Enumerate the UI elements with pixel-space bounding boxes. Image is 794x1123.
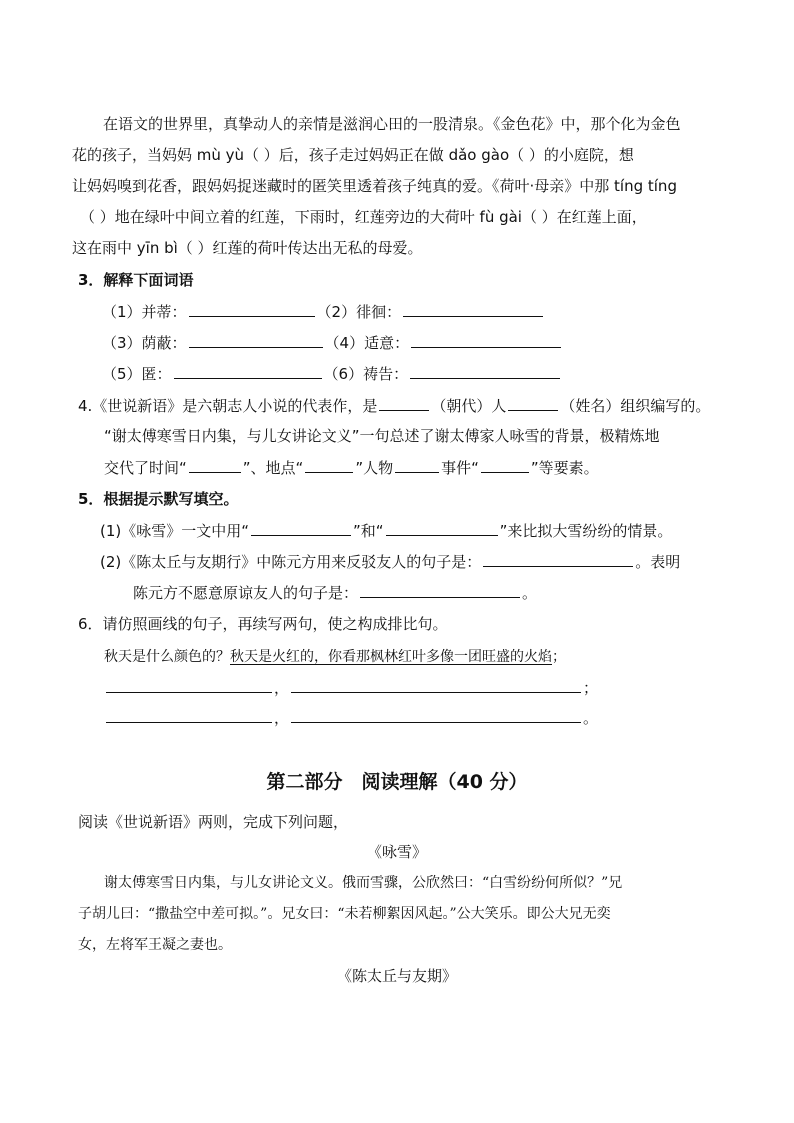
q3-row-1 [102,301,545,322]
q4-text-c5: ”等要素。 [530,459,599,477]
q3-item-2-label: （2）徘徊： [316,303,402,321]
q6-sep-1: ， [274,679,290,697]
q3-answer-4[interactable] [411,332,561,348]
q3-row-3 [102,363,562,384]
q4-blank-event[interactable] [481,457,529,473]
intro-line-2: 花的孩子，当妈妈 mù yù（ ）后，孩子走过妈妈正在做 dǎo gào（ ）的小庭院，想 [72,146,634,164]
q5-text-a1: (1)《咏雪》一文中用“ [100,522,250,540]
q5-line-1 [100,520,672,541]
q5-text-b2: 。表明 [635,553,681,571]
q3-answer-2[interactable] [403,301,543,317]
q4-blank-name[interactable] [508,395,558,411]
q3-answer-5[interactable] [174,363,322,379]
q3-item-5-label: （5）匿： [102,365,172,383]
q3-title: 3．解释下面词语 [78,271,194,289]
q3-answer-1[interactable] [189,301,315,317]
intro-line-5: 这在雨中 yīn bì（ ）红莲的荷叶传达出无私的母爱。 [72,239,423,257]
q3-item-6-label: （6）祷告： [323,365,409,383]
q4-text-c1: 交代了时间“ [104,459,187,477]
q5-line-2 [100,551,680,572]
intro-line-1: 在语文的世界里，真挚动人的亲情是滋润心田的一股清泉。《金色花》中，那个化为金色 [103,115,681,133]
q6-blank-2a[interactable] [106,707,272,723]
q4-text-a2: （朝代）人 [431,397,507,415]
q3-row-2 [102,332,563,353]
q5-text-b1: (2)《陈太丘与友期行》中陈元方用来反驳友人的句子是： [100,553,482,571]
q6-example-underlined-1: 秋天是火红的， [230,649,328,665]
q5-text-c1: 陈元方不愿意原谅友人的句子是： [133,584,359,602]
q5-blank-4[interactable] [360,582,520,598]
q6-answer-row-2 [104,707,598,728]
q5-text-a2: ”和“ [353,522,384,540]
q6-example-underlined-2: 你看那枫林红叶多像一团旺盛的火焰 [328,649,552,665]
q4-text-c3: ”人物 [355,459,394,477]
q6-example-end: ； [552,649,566,665]
intro-line-4: （ ）地在绿叶中间立着的红莲，下雨时，红莲旁边的大荷叶 fù gài（ ）在红莲上面， [80,208,647,226]
q3-item-4-label: （4）适意： [324,334,410,352]
q5-blank-1[interactable] [251,520,351,536]
q6-blank-1a[interactable] [106,677,272,693]
q3-answer-3[interactable] [189,332,323,348]
q6-end-1: ； [583,679,599,697]
poem-title-chentaiqiu: 《陈太丘与友期》 [336,967,457,985]
passage-line-1: 谢太傅寒雪日内集，与儿女讲论文义。俄而雪骤，公欣然曰：“白雪纷纷何所似？”兄 [104,875,623,891]
q4-line-1 [78,395,710,416]
q6-end-2: 。 [583,709,599,727]
q5-line-3 [133,582,537,603]
q4-line-3 [104,457,599,478]
q6-blank-2b[interactable] [291,707,581,723]
q4-text-c4: 事件“ [441,459,479,477]
q5-blank-3[interactable] [483,551,633,567]
q4-blank-time[interactable] [189,457,241,473]
q4-text-a3: （姓名）组织编写的。 [560,397,711,415]
q4-text-a1: 4.《世说新语》是六朝志人小说的代表作，是 [78,397,378,415]
q4-blank-dynasty[interactable] [379,395,429,411]
q6-blank-1b[interactable] [291,677,581,693]
part2-heading: 第二部分 阅读理解（40 分） [266,771,528,793]
q5-blank-2[interactable] [386,520,498,536]
q3-item-3-label: （3）荫蔽： [102,334,187,352]
part2-instruction: 阅读《世说新语》两则，完成下列问题， [78,813,349,831]
q6-title: 6．请仿照画线的句子，再续写两句，使之构成排比句。 [78,615,448,633]
q6-example-part-1: 秋天是什么颜色的？ [104,649,230,665]
q6-sep-2: ， [274,709,290,727]
q6-answer-row-1 [104,677,598,698]
q5-title: 5．根据提示默写填空。 [78,490,239,508]
q5-text-c2: 。 [522,584,538,602]
q4-blank-people[interactable] [395,457,439,473]
passage-line-2: 子胡儿曰：“撒盐空中差可拟。”。兄女曰：“未若柳絮因风起。”公大笑乐。即公大兄无奕 [78,906,611,922]
passage-line-3: 女，左将军王凝之妻也。 [78,937,232,953]
q4-text-c2: ”、地点“ [242,459,304,477]
poem-title-yongxue: 《咏雪》 [366,843,427,861]
q4-line-2: “谢太傅寒雪日内集，与儿女讲论文义”一句总述了谢太傅家人咏雪的背景，极精炼地 [104,427,660,445]
q3-item-1-label: （1）并蒂： [102,303,187,321]
q6-example-sentence [104,647,566,667]
intro-line-3: 让妈妈嗅到花香，跟妈妈捉迷藏时的匿笑里透着孩子纯真的爱。《荷叶·母亲》中那 tíng tíng [72,177,677,195]
q4-blank-place[interactable] [305,457,353,473]
q3-answer-6[interactable] [410,363,560,379]
q5-text-a3: ”来比拟大雪纷纷的情景。 [499,522,673,540]
